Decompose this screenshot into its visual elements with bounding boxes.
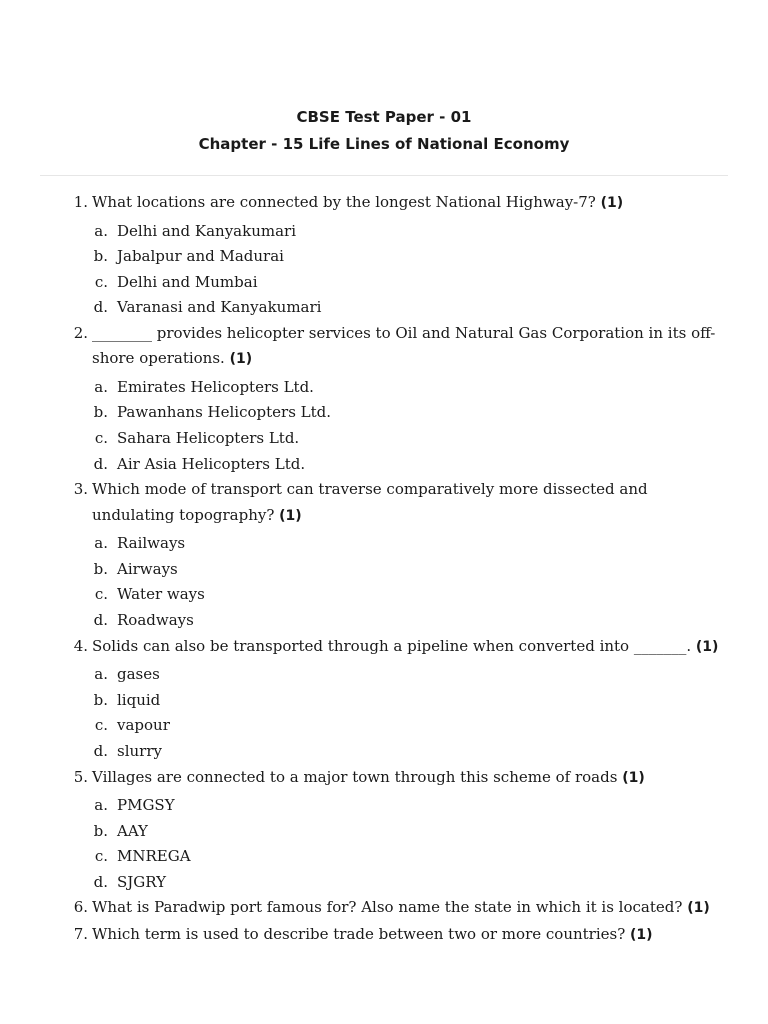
question-marks: (1) [622,769,645,786]
option-list [0,791,768,895]
answer-option [0,688,768,714]
option-letter: c. [94,585,108,604]
answer-option [0,244,768,270]
answer-option [0,295,768,321]
question-text [0,477,768,529]
option-letter: b. [93,559,108,578]
answer-option [0,662,768,688]
option-text: Emirates Helicopters Ltd. [117,377,314,396]
option-letter: a. [94,796,108,814]
question-item [0,190,768,321]
option-letter: d. [93,872,108,891]
question-prompt: Solids can also be transported through a pipeline when converted into _______. [92,636,692,655]
option-text: Sahara Helicopters Ltd. [117,429,300,448]
option-text: gases [117,665,160,684]
option-letter: a. [94,534,108,553]
question-number: 2. [73,323,88,342]
option-letter: d. [93,298,108,317]
option-letter: d. [93,611,108,630]
question-number: 6. [73,898,88,917]
question-marks: (1) [695,638,719,655]
option-text: SJGRY [117,872,167,891]
question-marks: (1) [630,926,653,943]
option-letter: a. [94,221,108,240]
option-text: Air Asia Helicopters Ltd. [117,454,306,473]
option-text: Water ways [117,585,205,604]
question-prompt: Which term is used to describe trade between two or more countries? [92,924,626,943]
page-header [0,104,768,158]
option-letter: c. [94,716,108,735]
question-item [0,321,768,477]
option-list [0,660,768,764]
answer-option [0,375,768,401]
question-item [0,765,768,896]
question-number: 4. [73,636,88,655]
option-text: Railways [117,534,186,553]
question-marks: (1) [279,507,302,524]
question-item [0,895,768,922]
question-marks: (1) [229,351,253,368]
option-text: Pawanhans Helicopters Ltd. [117,403,332,422]
answer-option [0,739,768,765]
header-divider [40,175,728,176]
answer-option [0,219,768,245]
question-number: 7. [73,924,88,943]
option-letter: b. [93,821,108,840]
answer-option [0,400,768,426]
question-text [0,765,768,792]
question-text [0,895,768,922]
answer-option [0,713,768,739]
option-list [0,529,768,633]
question-number: 3. [73,480,88,499]
question-item [0,477,768,633]
question-number: 5. [73,767,88,786]
option-text: Airways [117,559,178,578]
option-letter: c. [94,272,108,291]
answer-option [0,870,768,896]
answer-option [0,531,768,557]
question-list [0,190,768,948]
answer-option [0,844,768,870]
option-list [0,373,768,477]
option-text: Delhi and Kanyakumari [117,221,297,240]
option-text: liquid [117,690,161,709]
paper-title: CBSE Test Paper - 01 [296,108,472,126]
answer-option [0,452,768,478]
answer-option [0,608,768,634]
question-prompt: Which mode of transport can traverse comparatively more dissected and undulating topography? [92,480,648,524]
option-letter: d. [93,454,108,473]
answer-option [0,793,768,819]
question-prompt: ________ provides helicopter services to Oil and Natural Gas Corporation in its off-shore operations. [92,323,716,368]
option-text: PMGSY [117,796,175,814]
question-text [0,321,768,373]
option-list [0,217,768,321]
question-item [0,634,768,765]
option-letter: b. [93,403,108,422]
question-text [0,190,768,217]
option-text: Delhi and Mumbai [117,272,258,291]
answer-option [0,426,768,452]
answer-option [0,270,768,296]
question-text [0,634,768,661]
question-marks: (1) [600,195,624,211]
option-letter: b. [93,247,108,266]
answer-option [0,557,768,583]
chapter-title: Chapter - 15 Life Lines of National Economy [198,135,570,153]
option-text: Varanasi and Kanyakumari [117,298,322,317]
answer-option [0,819,768,845]
question-prompt: Villages are connected to a major town through this scheme of roads [92,767,618,786]
question-item [0,922,768,949]
question-prompt: What locations are connected by the longest National Highway-7? [92,193,596,211]
option-text: vapour [117,716,170,735]
option-text: AAY [117,821,148,840]
option-letter: a. [94,665,108,684]
option-text: slurry [117,741,162,760]
option-letter: c. [94,429,108,448]
question-prompt: What is Paradwip port famous for? Also name the state in which it is located? [92,898,683,917]
option-text: Roadways [117,611,194,630]
option-letter: b. [93,690,108,709]
answer-option [0,582,768,608]
option-letter: c. [94,847,108,866]
option-text: Jabalpur and Madurai [117,247,284,266]
question-text [0,922,768,949]
option-text: MNREGA [117,847,191,866]
question-marks: (1) [687,900,710,917]
option-letter: d. [93,741,108,760]
option-letter: a. [94,377,108,396]
question-number: 1. [73,193,88,211]
